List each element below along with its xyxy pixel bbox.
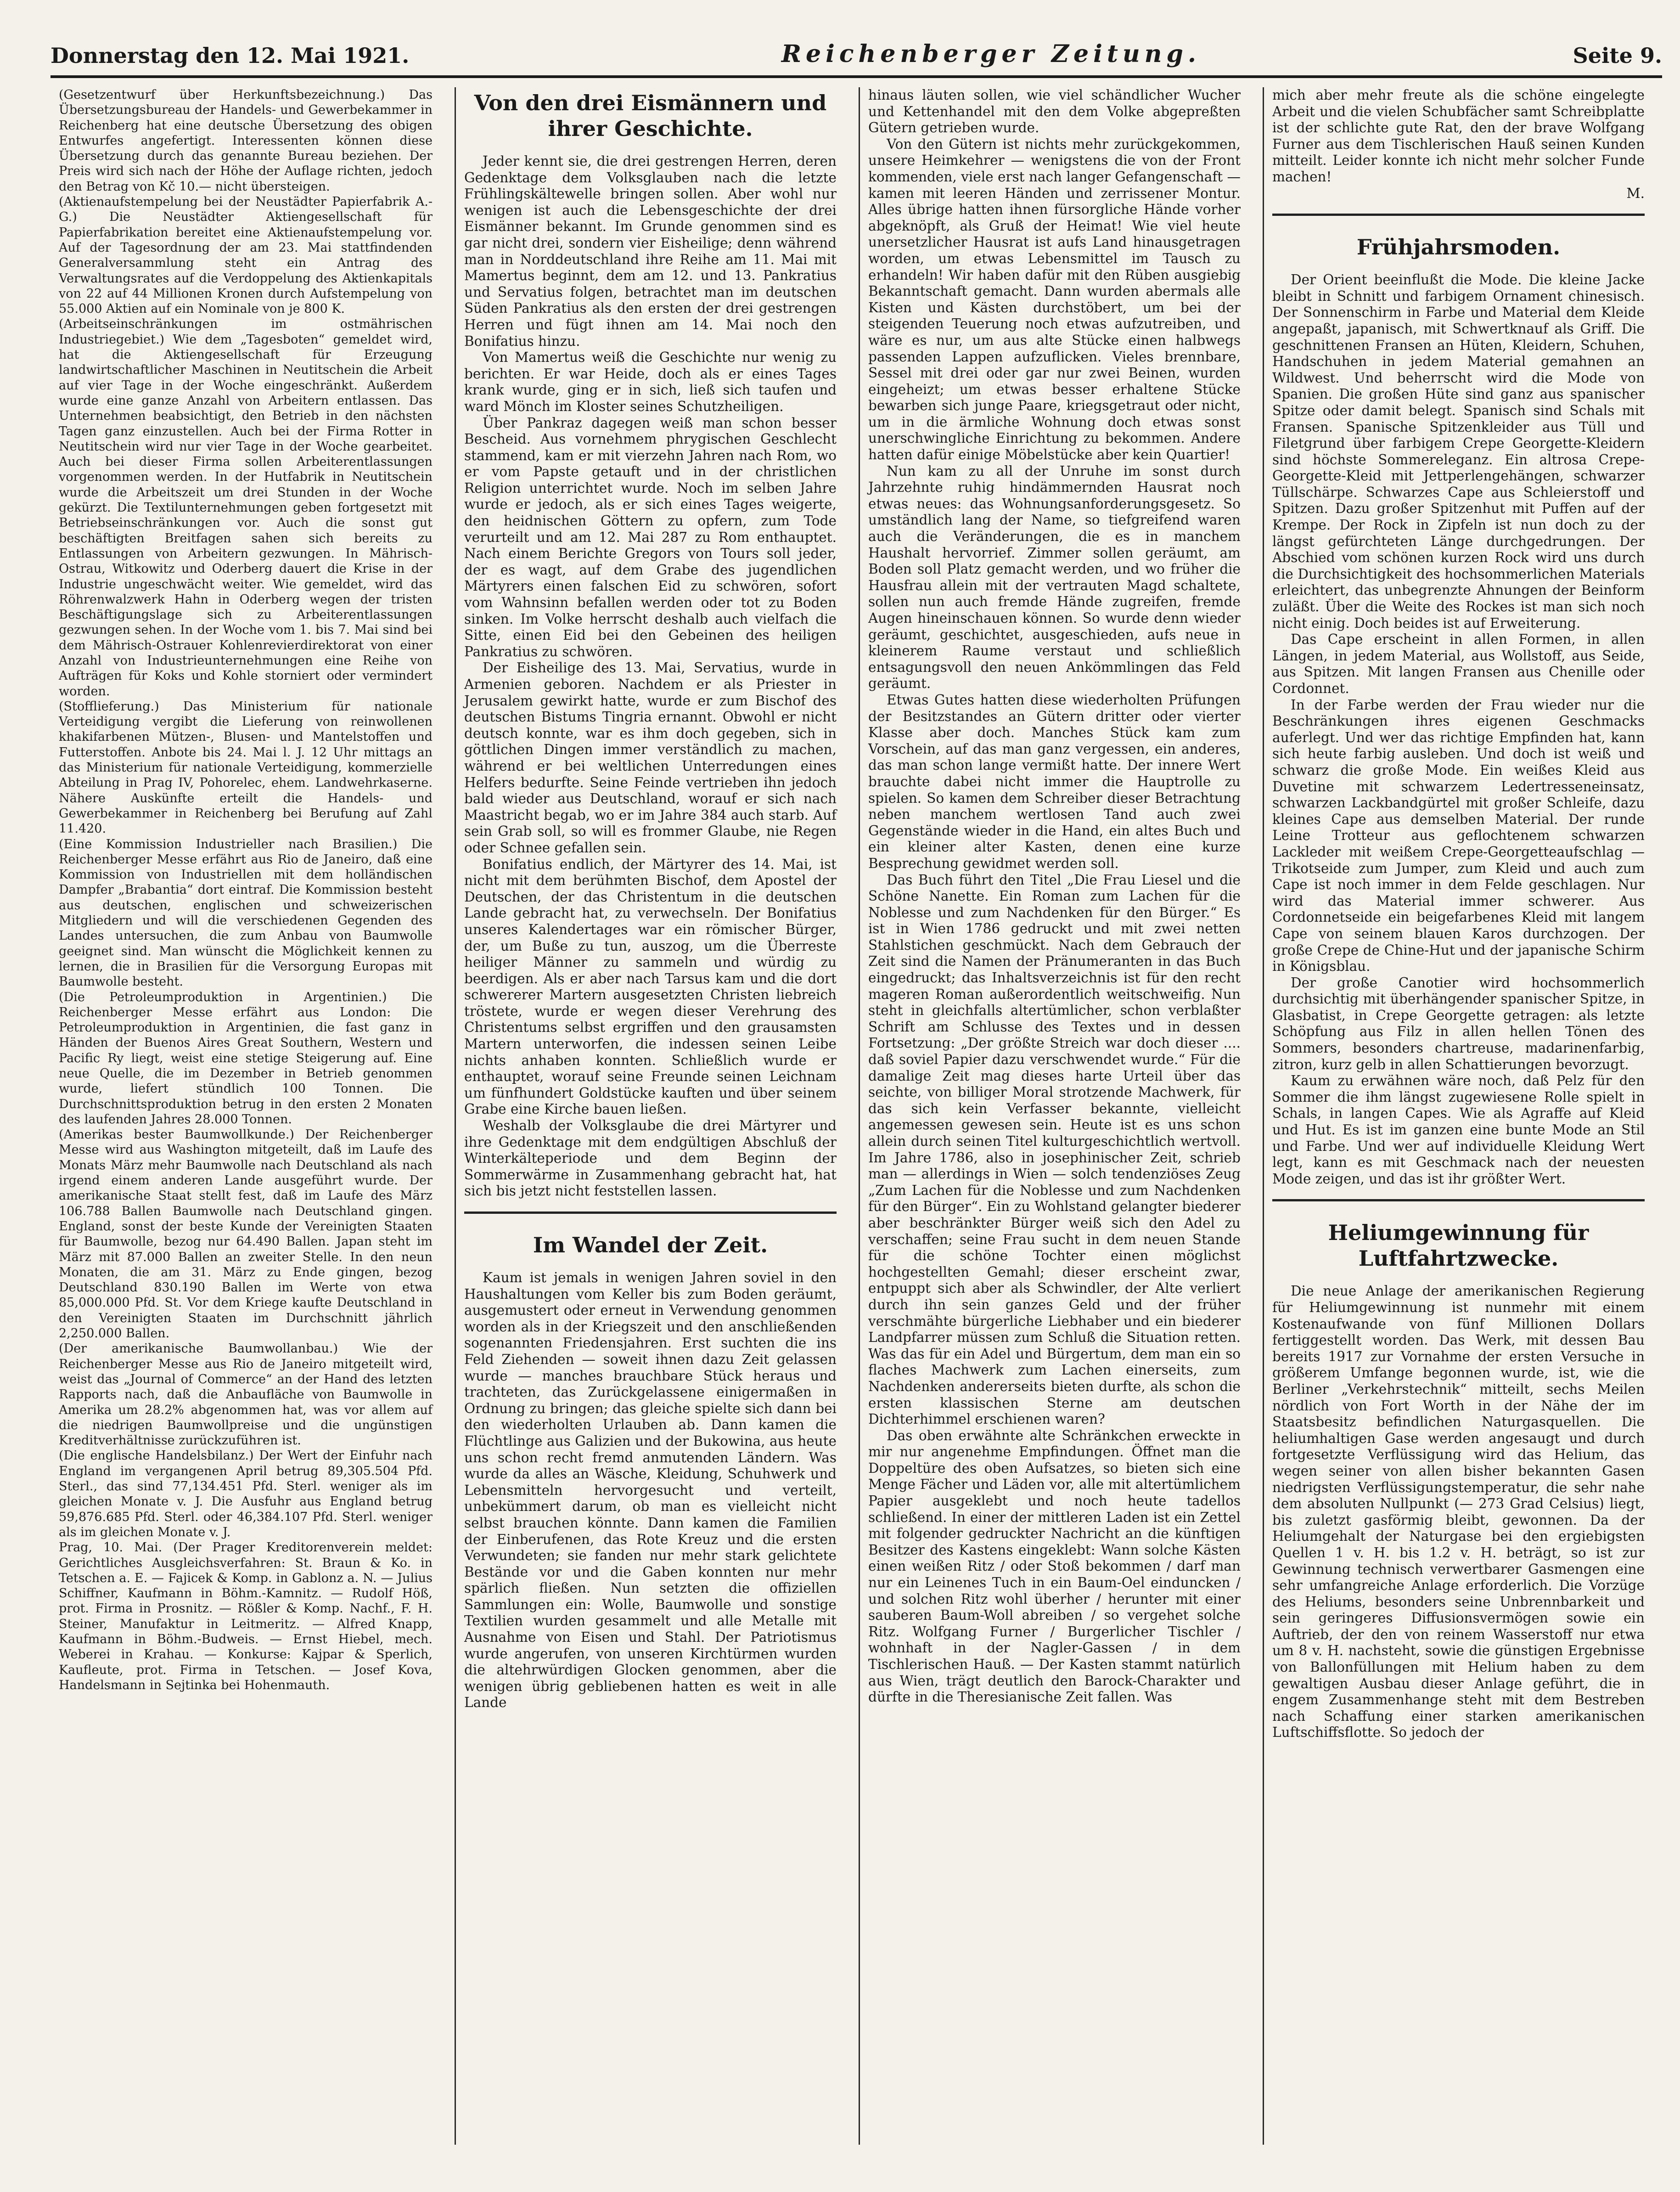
news-item: (Der amerikanische Baumwollanbau.) Wie der Reichenberger Messe aus Rio de Janeiro mitgeteilt wird, weist das „Journal of Commerce“ an der Hand des letzten Rapports nach, daß die Anbaufläche von Baumwolle in Amerika um 28.2% abgenommen hat, was vor allem auf die niedrigen Baumwollpreise und die ungünstigen Kreditverhältnisse zurückzuführen ist. bbox=[59, 1341, 433, 1448]
column-1-economic-news bbox=[51, 87, 441, 2145]
news-item: (Amerikas bester Baumwollkunde.) Der Reichenberger Messe wird aus Washington mitgeteilt, daß im Laufe des Monats März mehr Baumwolle nach Deutschland als nach irgend einem anderen Lande ausgeführt wurde. Der amerikanische Staat stellt fest, daß im Laufe des März 106.788 Ballen Baumwolle nach Deutschland gingen. England, sonst der beste Kunde der Vereinigten Staaten für Baumwolle, bezog nur 64.490 Ballen. Japan steht im März mit 87.000 Ballen an zweiter Stelle. In den neun Monaten, die am 31. März zu Ende gingen, bezog Deutschland 830.190 Ballen im Werte von etwa 85,000.000 Pfd. St. Vor dem Kriege kaufte Deutschland in den Vereinigten Staaten im Durchschnitt jährlich 2,250.000 Ballen. bbox=[59, 1127, 433, 1341]
article-paragraph: Bonifatius endlich, der Märtyrer des 14. Mai, ist nicht mit dem berühmten Bischof, dem Apostel der Deutschen, der das Christentum in die deutschen Lande gebracht hat, zu verwechseln. Der Bonifatius unseres Kalendertages war ein römischer Bürger, der, um Buße zu tun, auszog, um die Überreste heiliger Männer zu sammeln und würdig zu beerdigen. Als er aber nach Tarsus kam und die dort schwererer Martern ausgesetzten Christen liebreich tröstete, wurde er wegen dieser Verehrung des Christentums selbst ergriffen und den grausamsten Martern unterworfen, die indessen seinen Leibe nichts anhaben konnten. Schließlich wurde er enthauptet, worauf seine Freunde seinen Leichnam um fünfhundert Goldstücke kauften und über seinem Grabe eine Kirche bauen ließen. bbox=[464, 856, 837, 1117]
news-item: (Die Petroleumproduktion in Argentinien.) Die Reichenberger Messe erfährt aus London: Die Petroleumproduktion in Argentinien, die fast ganz in Händen der Buenos Aires Great Southern, Western und Pacific Ry liegt, weist eine stetige Steigerung auf. Eine neue Quelle, die im Dezember in Betrieb genommen wurde, liefert stündlich 100 Tonnen. Die Durchschnittsproduktion betrug in den ersten 2 Monaten des laufenden Jahres 28.000 Tonnen. bbox=[59, 990, 433, 1127]
columns bbox=[51, 87, 1662, 2145]
column-4 bbox=[1263, 87, 1653, 2145]
news-item: (Eine Kommission Industrieller nach Brasilien.) Die Reichenberger Messe erfährt aus Rio de Janeiro, daß eine Kommission von Industriellen mit dem holländischen Dampfer „Brabantia“ dort eintraf. Die Kommission besteht aus deutschen, englischen und schweizerischen Mitgliedern und will die verschiedenen Gegenden des Landes untersuchen, die zum Anbau von Baumwolle geeignet sind. Man wünscht die Möglichkeit kennen zu lernen, die in Brasilien für die Versorgung Europas mit Baumwolle besteht. bbox=[59, 837, 433, 989]
article-headline-wandel: Im Wandel der Zeit. bbox=[464, 1212, 837, 1258]
page-number: Seite 9. bbox=[1573, 43, 1662, 68]
article-paragraph: Über Pankraz dagegen weiß man schon besser Bescheid. Aus vornehmem phrygischen Geschlecht stammend, kam er mit vierzehn Jahren nach Rom, wo er vom Papste getauft und in der christlichen Religion unterrichtet wurde. Noch im selben Jahre wurde er jedoch, als er sich eines Tages weigerte, den heidnischen Göttern zu opfern, zum Tode verurteilt und am 12. Mai 287 zu Rom enthauptet. Nach einem Berichte Gregors von Tours soll jeder, der es wagt, auf dem Grabe des jugendlichen Märtyrers einen falschen Eid zu schwören, sofort vom Wahnsinn befallen werden oder tot zu Boden sinken. Im Volke herrscht deshalb auch vielfach die Sitte, einen Eid bei den Gebeinen des heiligen Pankratius zu schwören. bbox=[464, 415, 837, 659]
article-paragraph: Kaum zu erwähnen wäre noch, daß Pelz für den Sommer die ihm längst zugewiesene Rolle spielt in Schals, in langen Capes. Wie als Agraffe auf Kleid und Hut. Es ist im ganzen eine bunte Mode an Stil und Farbe. Und wer auf individuelle Kleidung Wert legt, kann es mit Geschmack nach der neuesten Mode zeigen, und das ist ihr größter Wert. bbox=[1272, 1073, 1645, 1187]
column-3 bbox=[859, 87, 1249, 2145]
article-paragraph: Der Eisheilige des 13. Mai, Servatius, wurde in Armenien geboren. Nachdem er als Priester in Jerusalem gewirkt hatte, wurde er zum Bischof des deutschen Bistums Tingria ernannt. Obwohl er nicht deutsch konnte, war es ihm doch gegeben, sich in göttlichen Dingen immer verständlich zu machen, während er bei weltlichen Unterredungen eines Helfers bedurfte. Seine Feinde vertrieben ihn jedoch bald wieder aus Deutschland, worauf er sich nach Maastricht begab, wo er im Jahre 384 auch starb. Auf sein Grab soll, so will es frommer Glaube, nie Regen oder Schnee gefallen sein. bbox=[464, 660, 837, 856]
article-headline-fruehjahrsmoden: Frühjahrsmoden. bbox=[1272, 214, 1645, 260]
article-paragraph: mich aber mehr freute als die schöne eingelegte Arbeit und die vielen Schubfächer samt Schreibplatte ist der schlichte gute Rat, den der brave Wolfgang Furner aus dem Tischlerischen Hauß seinen Kunden mitteilt. Leider konnte ich nicht mehr solcher Funde machen! bbox=[1272, 87, 1645, 185]
article-paragraph: Nun kam zu all der Unruhe im sonst durch Jahrzehnte ruhig hindämmernden Hausrat noch etwas neues: das Wohnungsanforderungsgesetz. So umständlich lang der Name, so tiefgreifend waren auch die Veränderungen, die es in manchem Haushalt hervorrief. Zimmer sollen geräumt, am Boden soll Platz gemacht werden, und wo früher die Hausfrau allein mit der vertrauten Magd schaltete, sollen nun auch fremde Hände zugreifen, fremde Augen hineinschauen können. So wurde denn wieder geräumt, geschichtet, ausgeschieden, aufs neue in kleinerem Raume verstaut und schließlich entsagungsvoll den neuen Ankömmlingen das Feld geräumt. bbox=[868, 463, 1241, 692]
article-paragraph: Kaum ist jemals in wenigen Jahren soviel in den Haushaltungen vom Keller bis zum Boden geräumt, ausgemustert oder erneut in Verwendung genommen worden als in der Kriegszeit und den anschließenden sogenannten Friedensjahren. Erst suchten die ins Feld Ziehenden — soweit ihnen dazu Zeit gelassen wurde — manches brauchbare Stück heraus und trachteten, das Zurückgelassene einigermaßen in Ordnung zu bringen; das gleiche spielte sich dann bei den wiederholten Urlauben ab. Dann kamen die Flüchtlinge aus Galizien und der Bukowina, aus heute uns schon recht fremd anmutenden Ländern. Was wurde da alles an Wäsche, Kleidung, Schuhwerk und Lebensmitteln hervorgesucht und verteilt, unbekümmert darum, ob man es vielleicht nicht selbst brauchen könnte. Dann kamen die Familien der Einberufenen, das Rote Kreuz und die ersten Verwundeten; sie fanden nur mehr stark gelichtete Bestände vor und die Gaben konnten nur mehr spärlich fließen. Nun setzten die offiziellen Sammlungen ein: Wolle, Baumwolle und sonstige Textilien wurden gesammelt und alle Metalle mit Ausnahme von Eisen und Stahl. Der Patriotismus wurde angerufen, von unseren Kirchtürmen wurden die altehrwürdigen Glocken genommen, aber die wenigen übrig gebliebenen hatten es weit in alle Lande bbox=[464, 1270, 837, 1711]
article-paragraph: Von den Gütern ist nichts mehr zurückgekommen, unsere Heimkehrer — wenigstens die von der Front kommenden, viele erst nach langer Gefangenschaft — kamen mit leeren Händen und zerrissener Montur. Alles übrige hatten ihnen fürsorgliche Hände vorher abgeknöpft, als Gruß der Heimat! Wie viel heute unersetzlicher Hausrat ist aufs Land hinausgetragen worden, um etwas Lebensmittel im Tausch zu erhandeln! Wir haben dafür mit den Rüben ausgiebig Bekanntschaft gemacht. Dann wurden abermals alle Kisten und Kästen durchstöbert, um bei der steigenden Teuerung noch etwas aufzutreiben, und wäre es nur, um aus alte Stücke einen halbwegs passenden Lappen aufzuflicken. Vieles brennbare, Sessel mit drei oder gar nur zwei Beinen, wurden eingeheizt; um etwas besser erhaltene Stücke bewarben sich junge Paare, kriegsgetraut oder nicht, um in die ärmliche Wohnung doch etwas sonst unerschwingliche Einrichtung zu bekommen. Andere hatten dafür einige Möbelstücke aber kein Quartier! bbox=[868, 136, 1241, 463]
page-header bbox=[51, 28, 1662, 78]
newspaper-page bbox=[51, 28, 1662, 2149]
issue-date: Donnerstag den 12. Mai 1921. bbox=[51, 43, 410, 68]
news-item: (Stofflieferung.) Das Ministerium für nationale Verteidigung vergibt die Lieferung von reinwollenen khakifarbenen Mützen-, Blusen- und Mantelstoffen und Futterstoffen. Anbote bis 24. Mai l. J. 12 Uhr mittags an das Ministerium für nationale Verteidigung, kommerzielle Abteilung in Prag IV, Pohorelec, ehem. Landwehrkaserne. Nähere Auskünfte erteilt die Handels- und Gewerbekammer in Reichenberg bei Berufung auf Zahl 11.420. bbox=[59, 699, 433, 836]
article-paragraph: Die neue Anlage der amerikanischen Regierung für Heliumgewinnung ist nunmehr mit einem Kostenaufwande von fünf Millionen Dollars fertiggestellt worden. Das Werk, mit dessen Bau bereits 1917 zur Vornahme der ersten Versuche in größerem Umfange begonnen wurde, ist, wie die Berliner „Verkehrstechnik“ mitteilt, sechs Meilen nördlich von Fort Worth in der Nähe der im Staatsbesitz befindlichen Naturgasquellen. Die heliumhaltigen Gase werden angesaugt und durch fortgesetzte Verflüssigung wird das Helium, das wegen seiner von allen bisher bekannten Gasen niedrigsten Verflüssigungstemperatur, die sehr nahe dem absoluten Nullpunkt (— 273 Grad Celsius) liegt, bis zuletzt gasförmig bleibt, gewonnen. Da der Heliumgehalt der Naturgase bei den ergiebigsten Quellen 1 v. H. bis 1.2 v. H. beträgt, so ist zur Gewinnung technisch verwertbarer Gasmengen eine sehr umfangreiche Anlage erforderlich. Die Vorzüge des Heliums, besonders seine Unbrennbarkeit und sein geringeres Diffusionsvermögen sowie ein Auftrieb, der den von reinem Wasserstoff nur etwa um 8 v. H. nachsteht, sowie die günstigen Ergebnisse von Ballonfüllungen mit Helium haben zu dem gewaltigen Ausbau dieser Anlage geführt, die in engem Zusammenhange steht mit dem Bestreben nach Schaffung einer starken amerikanischen Luftschiffsflotte. So jedoch der bbox=[1272, 1283, 1645, 1741]
article-paragraph: hinaus läuten sollen, wie viel schändlicher Wucher und Kettenhandel mit den dem Volke abgepreßten Gütern getrieben wurde. bbox=[868, 87, 1241, 136]
masthead: Reichenberger Zeitung. bbox=[781, 40, 1201, 68]
article-paragraph: In der Farbe werden der Frau wieder nur die Beschränkungen ihres eigenen Geschmacks auferlegt. Und wer das richtige Empfinden hat, kann sich heute farbig ausleben. Und doch ist weiß und schwarz die große Mode. Ein weißes Kleid aus Duvetine mit schwarzem Ledertresseneinsatz, schwarzen Lackbandgürtel mit großer Schleife, dazu kleines Cape aus demselben Material. Der runde Leine Trotteur aus geflochtenem schwarzen Lackleder mit weißem Crepe-Georgetteaufschlag — Trikotseide zum Jumper, zum Kleid und auch zum Cape ist noch immer in dem Felde geschlagen. Nur wird das Material immer schwerer. Aus Cordonnetseide ein beigefarbenes Kleid mit langem Cape von seinem blauen Karos durchzogen. Der große Crepe de Chine-Hut und der japanische Schirm in Königsblau. bbox=[1272, 697, 1645, 975]
column-2 bbox=[455, 87, 845, 2145]
article-headline-eismaenner: Von den drei Eismännern und ihrer Geschichte. bbox=[474, 90, 827, 141]
news-item: (Aktienaufstempelung bei der Neustädter Papierfabrik A.-G.) Die Neustädter Aktiengesellschaft für Papierfabrikation bereitet eine Aktienaufstempelung vor. Auf der Tagesordnung der am 23. Mai stattfindenden Generalversammlung steht ein Antrag des Verwaltungsrates auf die Verdoppelung des Aktienkapitals von 22 auf 44 Millionen Kronen durch Aufstempelung von 55.000 Aktien auf ein Nominale von je 800 K. bbox=[59, 195, 433, 316]
article-paragraph: Von Mamertus weiß die Geschichte nur wenig zu berichten. Er war Heide, doch als er eines Tages krank wurde, ging er in sich, ließ sich taufen und ward Mönch im Kloster seines Schutzheiligen. bbox=[464, 349, 837, 414]
article-paragraph: Das oben erwähnte alte Schränkchen erweckte in mir nur angenehme Empfindungen. Öffnet man die Doppeltüre des oben Aufsatzes, so bieten sich eine Menge Fächer und Läden vor, alle mit altertümlichem Papier ausgeklebt und noch heute tadellos schließend. In einer der mittleren Laden ist ein Zettel mit folgender gedruckter Nachricht an die künftigen Besitzer des Kastens eingeklebt: Wann solche Kästen einen weißen Ritz / oder Stoß bekommen / darf man nur ein Leinenes Tuch in ein Baum-Oel einduncken / und solchen Ritz wohl überher / herunter mit einer sauberen Baum-Woll abreiben / so vergehet solche Ritz. Wolfgang Furner / Burgerlicher Tischler / wohnhaft in der Nagler-Gassen / in dem Tischlerischen Hauß. — Der Kasten stammt natürlich aus Wien, trägt deutlich den Barock-Charakter und dürfte in die Theresianische Zeit fallen. Was bbox=[868, 1427, 1241, 1705]
news-item: (Gesetzentwurf über Herkunftsbezeichnung.) Das Übersetzungsbureau der Handels- und Gewerbekammer in Reichenberg hat eine deutsche Übersetzung des obigen Entwurfes angefertigt. Interessenten können diese Übersetzung durch das genannte Bureau beziehen. Der Preis wird sich nach der Höhe der Auflage richten, jedoch den Betrag von Kč 10.— nicht übersteigen. bbox=[59, 88, 433, 194]
article-paragraph: Das Buch führt den Titel „Die Frau Liesel und die Schöne Nanette. Ein Roman zum Lachen für die Noblesse und zum Nachdenken für den Bürger.“ Es ist in Wien 1786 gedruckt und mit zwei netten Stahlstichen geschmückt. Nach dem Gebrauch der Zeit sind die Namen der Pränumeranten in das Buch eingedruckt; das Inhaltsverzeichnis ist für den recht mageren Roman außerordentlich weitschweifig. Nun steht in gleichfalls altertümlicher, schon verblaßter Schrift am Schlusse des Textes und in dessen Fortsetzung: „Der größte Streich war doch dieser .... daß soviel Papier dazu verschwendet wurde.“ Für die damalige Zeit mag dieses harte Urteil über das seichte, von billiger Moral strotzende Machwerk, für das sich kein Verfasser bekannte, vielleicht angemessen gewesen sein. Heute ist es uns schon allein durch seinen Titel kulturgeschichtlich wertvoll. Im Jahre 1786, also in josephinischer Zeit, schrieb man — allerdings in Wien — solch tendenziöses Zeug „Zum Lachen für die Noblesse und zum Nachdenken für den Bürger“. Ein zu Wohlstand gelangter biederer aber beschränkter Bürger weiß sich den Adel zu verschaffen; seine Frau sucht in dem neuen Stande für die schöne Tochter einen möglichst hochgestellten Gemahl; dieser erscheint zwar, entpuppt sich aber als Schwindler, der Alte verliert durch ihn sein ganzes Geld und der früher verschmähte bürgerliche Liebhaber und ein biederer Landpfarrer müssen zum Schluß die Situation retten. Was das für ein Adel und Bürgertum, dem man ein so flaches Machwerk zum Lachen einerseits, zum Nachdenken andererseits bieten durfte, als schon die ersten klassischen Sterne am deutschen Dichterhimmel erschienen waren? bbox=[868, 872, 1241, 1427]
news-item: Prag, 10. Mai. (Der Prager Kreditorenverein meldet: Gerichtliches Ausgleichsverfahren: St. Braun & Ko. in Tetschen a. E. — Fajicek & Komp. in Gablonz a. N. — Julius Schiffner, Kaufmann in Böhm.-Kamnitz. — Rudolf Höß, prot. Firma in Prosnitz. — Rößler & Komp. Nachf., F. H. Steiner, Manufaktur in Leitmeritz. — Alfred Knapp, Kaufmann in Böhm.-Budweis. — Ernst Hiebel, mech. Weberei in Krahau. — Konkurse: Kajpar & Sperlich, Kaufleute, prot. Firma in Tetschen. — Josef Kova, Handelsmann in Sejtinka bei Hohenmauth. bbox=[59, 1540, 433, 1692]
article-paragraph: Jeder kennt sie, die drei gestrengen Herren, deren Gedenktage dem Volksglauben nach die letzte Frühlingskältewelle bringen sollen. Aber wohl nur wenigen ist auch die Lebensgeschichte der drei Eismänner bekannt. Im Grunde genommen sind es gar nicht drei, sondern vier Eisheilige; denn während man in Norddeutschland ihre Reihe am 11. Mai mit Mamertus beginnt, dem am 12. und 13. Pankratius und Servatius folgen, betrachtet man im deutschen Süden Pankratius als den ersten der drei gestrengen Herren und fügt ihnen am 14. Mai noch den Bonifatius hinzu. bbox=[464, 153, 837, 349]
article-paragraph: Das Cape erscheint in allen Formen, in allen Längen, in jedem Material, aus Wollstoff, aus Seide, aus Spitzen. Mit langen Fransen aus Chenille oder Cordonnet. bbox=[1272, 631, 1645, 696]
article-paragraph: Etwas Gutes hatten diese wiederholten Prüfungen der Besitzstandes an Gütern dritter oder vierter Klasse aber doch. Manches Stück kam zum Vorschein, auf das man ganz vergessen, ein anderes, das man schon lange vermißt hatte. Der innere Wert brauchte dabei nicht immer die Hauptrolle zu spielen. So kamen dem Schreiber dieser Betrachtung neben manchem wertlosen Tand auch zwei Gegenstände wieder in die Hand, ein altes Buch und ein kleiner alter Kasten, denen eine kurze Besprechung gewidmet werden soll. bbox=[868, 692, 1241, 871]
article-paragraph: Weshalb der Volksglaube die drei Märtyrer und ihre Gedenktage mit dem endgültigen Abschluß der Winterkälteperiode und dem Beginn der Sommerwärme in Zusammenhang gebracht hat, hat sich bis jetzt nicht feststellen lassen. bbox=[464, 1118, 837, 1199]
article-headline-helium: Heliumgewinnung für Luftfahrtzwecke. bbox=[1272, 1199, 1645, 1271]
news-item: (Die englische Handelsbilanz.) Der Wert der Einfuhr nach England im vergangenen April betrug 89,305.504 Pfd. Sterl., das sind 77,134.451 Pfd. Sterl. weniger als im gleichen Monate v. J. Die Ausfuhr aus England betrug 59,876.685 Pfd. Sterl. oder 46,384.107 Pfd. Sterl. weniger als im gleichen Monate v. J. bbox=[59, 1448, 433, 1539]
news-item: (Arbeitseinschränkungen im ostmährischen Industriegebiet.) Wie dem „Tagesboten“ gemeldet wird, hat die Aktiengesellschaft für Erzeugung landwirtschaftlicher Maschinen in Neutitschein die Arbeit auf vier Tage in der Woche eingeschränkt. Außerdem wurde eine ganze Anzahl von Arbeitern entlassen. Das Unternehmen beabsichtigt, den Betrieb in den nächsten Tagen ganz einzustellen. Auch bei der Firma Rotter in Neutitschein wird nur vier Tage in der Woche gearbeitet. Auch bei dieser Firma sollen Arbeiterentlassungen vorgenommen werden. In der Hutfabrik in Neutitschein wurde die Arbeitszeit um drei Stunden in der Woche gekürzt. Die Textilunternehmungen geben fortgesetzt mit Betriebseinschränkungen vor. Auch die sonst gut beschäftigten Breitfagen sahen sich bereits zu Entlassungen von Arbeitern gezwungen. In Mährisch-Ostrau, Witkowitz und Oderberg dauert die Krise in der Industrie ungeschwächt weiter. Wie gemeldet, wird das Röhrenwalzwerk Hahn in Oderberg wegen der tristen Beschäftigungslage sich zu Arbeiterentlassungen gezwungen sehen. In der Woche vom 1. bis 7. Mai sind bei dem Mährisch-Ostrauer Kohlenrevierdirektorat von einer Anzahl von Industrieunternehmungen eine Reihe von Aufträgen für Koks und Kohle storniert oder vermindert worden. bbox=[59, 317, 433, 699]
article-paragraph: Der große Canotier wird hochsommerlich durchsichtig mit überhängender spanischer Spitze, in Glasbatist, in Crepe Georgette getragen: als letzte Schöpfung aus Filz in allen hellen Tönen des Sommers, besonders chartreuse, madarinenfarbig, zitron, kurz gelb in allen Schattierungen bevorzugt. bbox=[1272, 975, 1645, 1072]
author-signature: M. bbox=[1626, 185, 1645, 201]
article-paragraph: Der Orient beeinflußt die Mode. Die kleine Jacke bleibt in Schnitt und farbigem Ornament chinesisch. Der Sonnenschirm in Farbe und Material dem Kleide angepaßt, japanisch, mit Schwertknauf als Griff. Die geschnittenen Fransen an Hüten, Kleidern, Schuhen, Handschuhen in jedem Material gemahnen an Wildwest. Und beherrscht wird die Mode von Spanien. Die großen Hüte sind ganz aus spanischer Spitze oder damit belegt. Spanisch sind Schals mit Fransen. Spanische Spitzenkleider aus Tüll und Filetgrund über farbigem Crepe Georgette-Kleidern sind höchste Sommereleganz. Ein altrosa Crepe-Georgette-Kleid mit Jettperlengehängen, schwarzer Tüllschärpe. Schwarzes Cape aus Schleierstoff und Spitzen. Dazu großer Spitzenhut mit Puffen auf der Krempe. Der Rock in Zipfeln ist nun doch zu der längst gefürchteten Länge durchgedrungen. Der Abschied vom schönen kurzen Rock wird uns durch die Durchsichtigkeit des hochsommerlichen Materials erleichtert, das unbegrenzte Ahnungen der Beinform zuläßt. Über die Weite des Rockes ist man sich noch nicht einig. Doch beides ist auf Erweiterung. bbox=[1272, 272, 1645, 631]
